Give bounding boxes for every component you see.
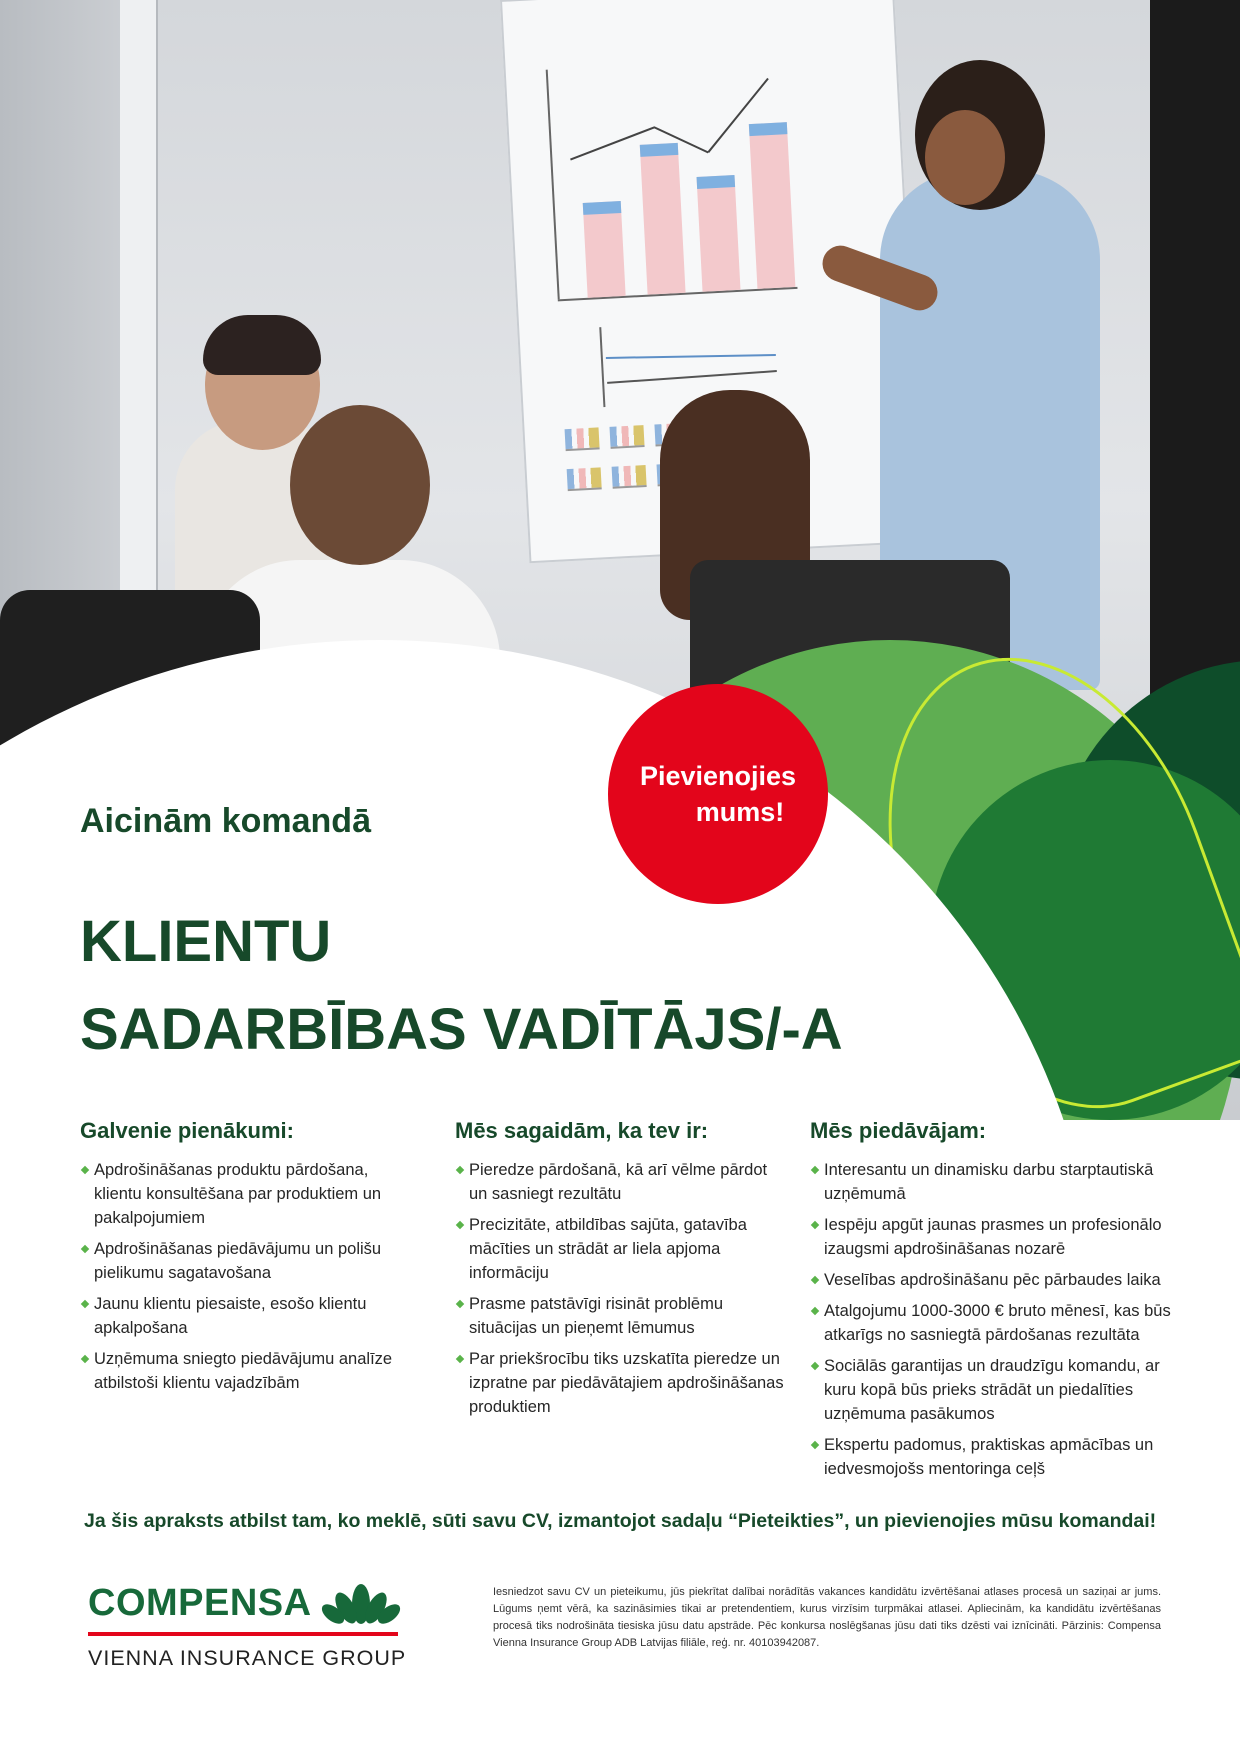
list-item: Veselības apdrošināšanu pēc pārbaudes laika bbox=[810, 1268, 1180, 1292]
title-line-2: SADARBĪBAS VADĪTĀJS/-A bbox=[80, 997, 843, 1062]
logo-wordmark: COMPENSA bbox=[88, 1582, 312, 1624]
badge-line-2: mums! bbox=[695, 797, 785, 827]
bullet-list bbox=[810, 1158, 1180, 1481]
flipchart-mini-chart bbox=[565, 427, 600, 451]
window-curtain bbox=[1150, 0, 1240, 720]
list-item: Precizitāte, atbildības sajūta, gatavība mācīties un strādāt ar liela apjoma informāciju bbox=[455, 1213, 785, 1285]
list-item: Pieredze pārdošanā, kā arī vēlme pārdot un sasniegt rezultātu bbox=[455, 1158, 785, 1206]
audience-man-1-hair bbox=[203, 315, 321, 375]
list-item: Prasme patstāvīgi risināt problēmu situācijas un pieņemt lēmumus bbox=[455, 1292, 785, 1340]
list-item: Interesantu un dinamisku darbu starptautiskā uzņēmumā bbox=[810, 1158, 1180, 1206]
audience-man-2-head bbox=[290, 405, 430, 565]
list-item: Ekspertu padomus, praktiskas apmācības un iedvesmojošs mentoringa ceļš bbox=[810, 1433, 1180, 1481]
logo-red-rule bbox=[88, 1632, 398, 1636]
logo-subline: VIENNA INSURANCE GROUP bbox=[88, 1646, 407, 1670]
presenter-face bbox=[925, 110, 1005, 205]
page-title bbox=[80, 898, 843, 1074]
list-item: Uzņēmuma sniegto piedāvājumu analīze atbilstoši klientu vajadzībām bbox=[80, 1347, 400, 1395]
flipchart-line-chart bbox=[607, 370, 777, 384]
legal-notice: Iesniedzot savu CV un pieteikumu, jūs piekrītat dalībai norādītās vakances kandidātu izvērtēšanai atlases procesā un saziņai ar jums. Lūgums ņemt vērā, ka sazināsimies tikai ar pretendentiem, kurus virzīsim turpmākai atlasei. Apliecinām, ka kandidātu izvērtēšanas procesā tiks nodrošināta tiesiska jūsu datu apstrāde. Pēc konkursa noslēgšanas jūsu dati tiks dzēsti vai iznīcināti. Pārzinis: Compensa Vienna Insurance Group ADB Latvijas filiāle, reģ. nr. 40103942087. bbox=[493, 1586, 1161, 1649]
call-to-action: Ja šis apraksts atbilst tam, ko meklē, sūti savu CV, izmantojot sadaļu “Pieteikties”, un pievienojies mūsu komandai! bbox=[84, 1510, 1157, 1532]
flipchart-axis bbox=[599, 327, 605, 407]
offer-column bbox=[810, 1118, 1180, 1488]
flipchart-bars bbox=[546, 57, 798, 299]
list-item: Atalgojumu 1000-3000 € bruto mēnesī, kas būs atkarīgs no sasniegtā pārdošanas rezultāta bbox=[810, 1299, 1180, 1347]
list-item: Apdrošināšanas piedāvājumu un polišu pielikumu sagatavošana bbox=[80, 1237, 400, 1285]
palm-leaf-icon bbox=[320, 1580, 402, 1624]
list-item: Jaunu klientu piesaiste, esošo klientu apkalpošana bbox=[80, 1292, 400, 1340]
column-heading: Mēs sagaidām, ka tev ir: bbox=[455, 1118, 709, 1143]
bullet-list bbox=[455, 1158, 785, 1419]
column-heading: Mēs piedāvājam: bbox=[810, 1118, 987, 1143]
requirements-column bbox=[455, 1118, 785, 1426]
compensa-logo bbox=[88, 1582, 408, 1682]
page-subtitle: Aicinām komandā bbox=[80, 802, 371, 840]
list-item: Par priekšrocību tiks uzskatīta pieredze un izpratne par piedāvātajiem apdrošināšanas produktiem bbox=[455, 1347, 785, 1419]
join-us-badge bbox=[608, 684, 828, 904]
flipchart-bar bbox=[697, 175, 741, 292]
flipchart-mini-chart bbox=[609, 425, 644, 449]
badge-line-1: Pievienojies bbox=[639, 761, 797, 791]
bullet-list bbox=[80, 1158, 400, 1395]
list-item: Iespēju apgūt jaunas prasmes un profesionālo izaugsmi apdrošināšanas nozarē bbox=[810, 1213, 1180, 1261]
column-heading: Galvenie pienākumi: bbox=[80, 1118, 294, 1143]
flipchart-bar bbox=[749, 122, 796, 289]
flipchart-mini-chart bbox=[612, 465, 647, 489]
flipchart-bar bbox=[640, 143, 686, 295]
list-item: Sociālās garantijas un draudzīgu komandu, ar kuru kopā būs prieks strādāt un piedalīties uzņēmuma pasākumos bbox=[810, 1354, 1180, 1426]
flipchart-line-chart bbox=[606, 354, 776, 359]
title-line-1: KLIENTU bbox=[80, 909, 332, 974]
responsibilities-column bbox=[80, 1118, 400, 1402]
flipchart-mini-chart bbox=[567, 467, 602, 491]
flipchart-bar bbox=[583, 201, 626, 298]
list-item: Apdrošināšanas produktu pārdošana, klientu konsultēšana par produktiem un pakalpojumiem bbox=[80, 1158, 400, 1230]
